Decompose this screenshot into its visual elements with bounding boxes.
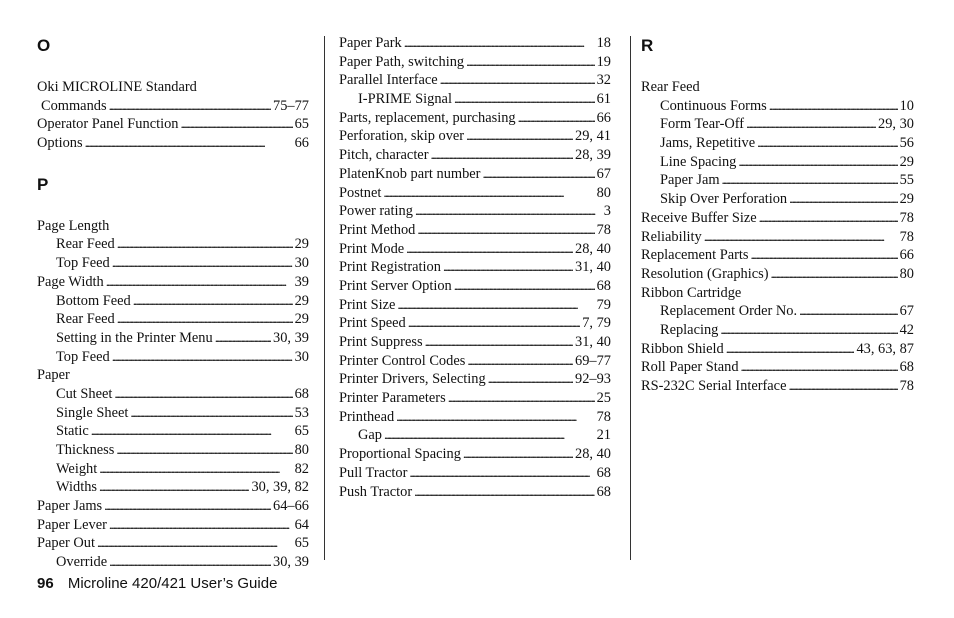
page-references: 30 [294, 255, 309, 272]
index-term: Top Feed [56, 348, 110, 365]
page-references: 30, 39 [273, 329, 309, 346]
dot-leader [99, 478, 249, 497]
page-references: 68 [596, 277, 611, 294]
index-term: Printer Drivers, Selecting [339, 371, 486, 388]
index-entry [641, 171, 914, 190]
index-entry [641, 377, 914, 396]
index-entry [339, 314, 611, 333]
dot-leader [463, 445, 573, 464]
dot-leader [488, 370, 573, 389]
index-entry [339, 464, 611, 483]
page-references: 66 [294, 135, 309, 152]
index-entry [37, 441, 309, 460]
page-references: 3 [603, 203, 611, 220]
dot-leader [788, 377, 897, 396]
dot-leader [133, 292, 293, 311]
dot-leader [746, 115, 876, 134]
index-entry [339, 296, 611, 315]
page-references: 42 [899, 321, 914, 338]
index-term: Perforation, skip over [339, 128, 465, 145]
index-entry [37, 310, 309, 329]
dot-leader [771, 265, 898, 284]
page-references: 7, 79 [582, 315, 611, 332]
dot-leader [448, 389, 595, 408]
page-references: 28, 40 [575, 240, 611, 257]
page-references: 68 [596, 483, 611, 500]
index-term: Ribbon Cartridge [641, 284, 742, 301]
index-entry [37, 366, 309, 385]
index-column-1 [37, 34, 309, 572]
index-term: Resolution (Graphics) [641, 265, 769, 282]
page-references: 75–77 [273, 97, 309, 114]
page-references: 82 [294, 460, 309, 477]
index-entry [339, 426, 611, 445]
index-term: Pitch, character [339, 147, 429, 164]
dot-leader [406, 240, 573, 259]
index-entry [339, 352, 611, 371]
dot-leader [425, 333, 573, 352]
index-entry [339, 221, 611, 240]
index-term: Rear Feed [56, 311, 115, 328]
index-entry [37, 217, 309, 236]
index-term: Paper Lever [37, 516, 107, 533]
dot-leader [383, 184, 594, 203]
index-entry [641, 134, 914, 153]
index-entry [37, 460, 309, 479]
page-references: 31, 40 [575, 259, 611, 276]
dot-leader [720, 321, 897, 340]
dot-leader [396, 408, 594, 427]
index-entry [339, 165, 611, 184]
dot-leader [466, 127, 573, 146]
index-entry [641, 190, 914, 209]
dot-leader [482, 165, 594, 184]
index-entry [641, 265, 914, 284]
dot-leader [408, 314, 580, 333]
index-term: Widths [56, 479, 97, 496]
index-entry [339, 370, 611, 389]
page-references: 92–93 [575, 371, 611, 388]
dot-leader [109, 553, 271, 572]
index-term: Parallel Interface [339, 72, 438, 89]
dot-leader [759, 209, 898, 228]
dot-leader [726, 340, 855, 359]
page-references: 68 [596, 464, 611, 481]
page-references: 80 [899, 265, 914, 282]
index-term: RS-232C Serial Interface [641, 378, 787, 394]
page-references: 66 [899, 247, 914, 264]
index-term: Power rating [339, 203, 413, 220]
page-references: 25 [596, 390, 611, 407]
index-column-2 [339, 34, 611, 501]
index-entry [339, 258, 611, 277]
page-references: 65 [294, 116, 309, 133]
dot-leader [443, 258, 573, 277]
index-entry [339, 389, 611, 408]
index-entry [339, 445, 611, 464]
index-entry [37, 553, 309, 572]
page-references: 10 [899, 97, 914, 114]
dot-leader [215, 329, 271, 348]
page-references: 64 [294, 516, 309, 533]
page-references: 69–77 [575, 352, 611, 369]
index-term: Roll Paper Stand [641, 359, 739, 376]
dot-leader [414, 483, 594, 502]
index-entry [37, 422, 309, 441]
page-references: 29 [899, 191, 914, 208]
dot-leader [738, 153, 897, 172]
index-term: Printer Parameters [339, 390, 446, 407]
page-references: 55 [899, 172, 914, 189]
index-term: Form Tear-Off [660, 116, 745, 133]
index-term: Parts, replacement, purchasing [339, 109, 516, 126]
index-term: Cut Sheet [56, 385, 113, 402]
index-entry [37, 273, 309, 292]
index-term: Top Feed [56, 255, 110, 272]
page-references: 30 [294, 348, 309, 365]
dot-leader [751, 246, 898, 265]
dot-leader [467, 352, 573, 371]
index-entry [641, 358, 914, 377]
index-entry [641, 340, 914, 359]
dot-leader [106, 273, 293, 292]
index-term: Printhead [339, 408, 395, 425]
dot-leader [466, 53, 595, 72]
dot-leader [112, 254, 293, 273]
page-references: 29, 41 [575, 128, 611, 145]
index-entry [339, 277, 611, 296]
index-entry [641, 228, 914, 247]
index-term: Print Suppress [339, 334, 423, 350]
index-term: Line Spacing [660, 153, 737, 170]
dot-leader [117, 310, 293, 329]
index-entry [339, 71, 611, 90]
index-entry [339, 127, 611, 146]
page-references: 64–66 [273, 498, 309, 515]
page-references: 30, 39, 82 [251, 479, 309, 496]
page-references: 29 [294, 311, 309, 328]
index-term: Operator Panel Function [37, 116, 179, 133]
index-term: Weight [56, 460, 98, 477]
index-term: Paper Jam [660, 172, 720, 189]
section-letter: O [37, 36, 51, 55]
index-term: Print Size [339, 296, 396, 313]
index-entry [37, 534, 309, 553]
page-references: 68 [294, 385, 309, 402]
page-references: 21 [596, 427, 611, 444]
page-references: 18 [596, 35, 611, 51]
index-entry [37, 115, 309, 134]
index-entry [641, 97, 914, 116]
page-references: 65 [294, 535, 309, 552]
index-term: PlatenKnob part number [339, 165, 481, 182]
dot-leader [109, 516, 293, 535]
dot-leader [116, 441, 292, 460]
index-entry [339, 53, 611, 72]
index-term: Thickness [56, 442, 115, 458]
index-term: Replacement Parts [641, 247, 749, 264]
dot-leader [104, 497, 271, 516]
page-references: 78 [596, 408, 611, 425]
index-term: I-PRIME Signal [358, 91, 452, 108]
index-term: Paper [37, 367, 70, 384]
index-term: Replacing [660, 321, 719, 338]
index-term: Page Length [37, 217, 110, 234]
index-entry [339, 408, 611, 427]
index-term: Receive Buffer Size [641, 209, 757, 226]
dot-leader [704, 228, 898, 247]
index-entry [641, 153, 914, 172]
index-term: Options [37, 135, 83, 152]
index-term: Static [56, 423, 89, 440]
page-references: 78 [596, 221, 611, 238]
index-entry [37, 292, 309, 311]
page-references: 32 [596, 72, 611, 89]
dot-leader [130, 404, 292, 423]
index-entry [37, 478, 309, 497]
guide-title: Microline 420/421 User’s Guide [67, 575, 278, 592]
dot-leader [799, 302, 898, 321]
index-term: Pull Tractor [339, 464, 408, 481]
column-divider [324, 36, 325, 560]
column-divider [630, 36, 631, 560]
index-term: Bottom Feed [56, 292, 131, 309]
index-term: Jams, Repetitive [660, 135, 756, 152]
dot-leader [91, 422, 293, 441]
index-term: Proportional Spacing [339, 446, 461, 463]
index-entry [339, 184, 611, 203]
page-references: 19 [596, 53, 611, 70]
index-entry [339, 202, 611, 221]
index-entry [37, 404, 309, 423]
index-entry [339, 483, 611, 502]
dot-leader [117, 235, 293, 254]
index-term: Rear Feed [641, 79, 700, 95]
index-term: Print Speed [339, 315, 406, 332]
index-term: Printer Control Codes [339, 352, 466, 369]
index-term: Print Method [339, 221, 416, 238]
dot-leader [440, 71, 595, 90]
index-term: Rear Feed [56, 236, 115, 253]
dot-leader [757, 134, 897, 153]
dot-leader [454, 277, 595, 296]
page-references: 61 [596, 91, 611, 108]
page-references: 28, 40 [575, 446, 611, 463]
page-references: 29, 30 [878, 116, 914, 133]
page-footer [37, 575, 277, 592]
index-entry [339, 333, 611, 352]
index-term: Page Width [37, 273, 104, 290]
index-term: Commands [41, 97, 107, 114]
index-entry [37, 497, 309, 516]
index-entry [339, 240, 611, 259]
dot-leader [397, 296, 594, 315]
page-references: 28, 39 [575, 147, 611, 164]
page-references: 43, 63, 87 [856, 340, 914, 357]
index-term: Paper Jams [37, 498, 103, 515]
dot-leader [454, 90, 595, 109]
dot-leader [769, 97, 898, 116]
page-references: 53 [294, 404, 309, 421]
index-entry [641, 284, 914, 303]
dot-leader [722, 171, 898, 190]
page-references: 30, 39 [273, 554, 309, 571]
dot-leader [431, 146, 574, 165]
index-term: Paper Out [37, 535, 95, 552]
index-term: Skip Over Perforation [660, 191, 788, 208]
dot-leader [409, 464, 594, 483]
page-references: 67 [596, 165, 611, 182]
dot-leader [85, 134, 293, 153]
index-entry [37, 254, 309, 273]
index-entry [339, 146, 611, 165]
index-term: Gap [358, 427, 382, 444]
index-term: Print Registration [339, 259, 441, 276]
index-term: Paper Path, switching [339, 53, 465, 70]
index-entry [37, 78, 309, 97]
page-number: 96 [37, 575, 54, 592]
index-entry [37, 235, 309, 254]
index-column-3 [641, 34, 914, 396]
page-references: 68 [899, 359, 914, 376]
dot-leader [518, 109, 595, 128]
dot-leader [404, 34, 595, 53]
page-references: 78 [899, 378, 914, 394]
index-term: Ribbon Shield [641, 340, 724, 357]
index-term: Oki MICROLINE Standard [37, 79, 197, 95]
page-references: 80 [294, 442, 309, 458]
dot-leader [180, 115, 292, 134]
page-references: 29 [294, 292, 309, 309]
page-references: 78 [899, 209, 914, 226]
page-references: 65 [294, 423, 309, 440]
index-entry [37, 385, 309, 404]
index-term: Override [56, 554, 108, 571]
index-entry [641, 302, 914, 321]
index-entry [37, 329, 309, 348]
dot-leader [114, 385, 292, 404]
index-entry [339, 90, 611, 109]
dot-leader [415, 202, 602, 221]
index-entry [37, 516, 309, 535]
dot-leader [97, 534, 293, 553]
index-entry [641, 209, 914, 228]
page-references: 79 [596, 296, 611, 313]
index-term: Replacement Order No. [660, 303, 798, 320]
index-term: Postnet [339, 184, 382, 201]
index-term: Single Sheet [56, 404, 129, 421]
page-references: 29 [899, 153, 914, 170]
index-entry [37, 134, 309, 153]
page-references: 78 [899, 228, 914, 245]
page-references: 67 [899, 303, 914, 320]
page-references: 80 [596, 184, 611, 201]
index-term: Print Server Option [339, 277, 452, 294]
index-entry [37, 97, 309, 116]
dot-leader [99, 460, 292, 479]
index-term: Push Tractor [339, 483, 413, 500]
index-entry [339, 109, 611, 128]
dot-leader [384, 426, 595, 445]
index-entry [339, 34, 611, 53]
index-entry [641, 321, 914, 340]
dot-leader [789, 190, 898, 209]
index-term: Reliability [641, 228, 702, 245]
dot-leader [109, 97, 271, 116]
page-references: 39 [294, 273, 309, 290]
page-references: 66 [596, 109, 611, 126]
index-term: Paper Park [339, 35, 402, 51]
index-entry [641, 115, 914, 134]
index-entry [641, 246, 914, 265]
index-term: Print Mode [339, 240, 405, 257]
index-term: Continuous Forms [660, 97, 767, 114]
dot-leader [741, 358, 898, 377]
section-letter: R [641, 36, 654, 55]
index-entry [641, 78, 914, 97]
dot-leader [417, 221, 594, 240]
index-term: Setting in the Printer Menu [56, 329, 213, 346]
page-references: 31, 40 [575, 334, 611, 350]
page-references: 56 [899, 135, 914, 152]
page-references: 29 [294, 236, 309, 253]
section-letter: P [37, 174, 49, 194]
dot-leader [112, 348, 293, 367]
index-entry [37, 348, 309, 367]
